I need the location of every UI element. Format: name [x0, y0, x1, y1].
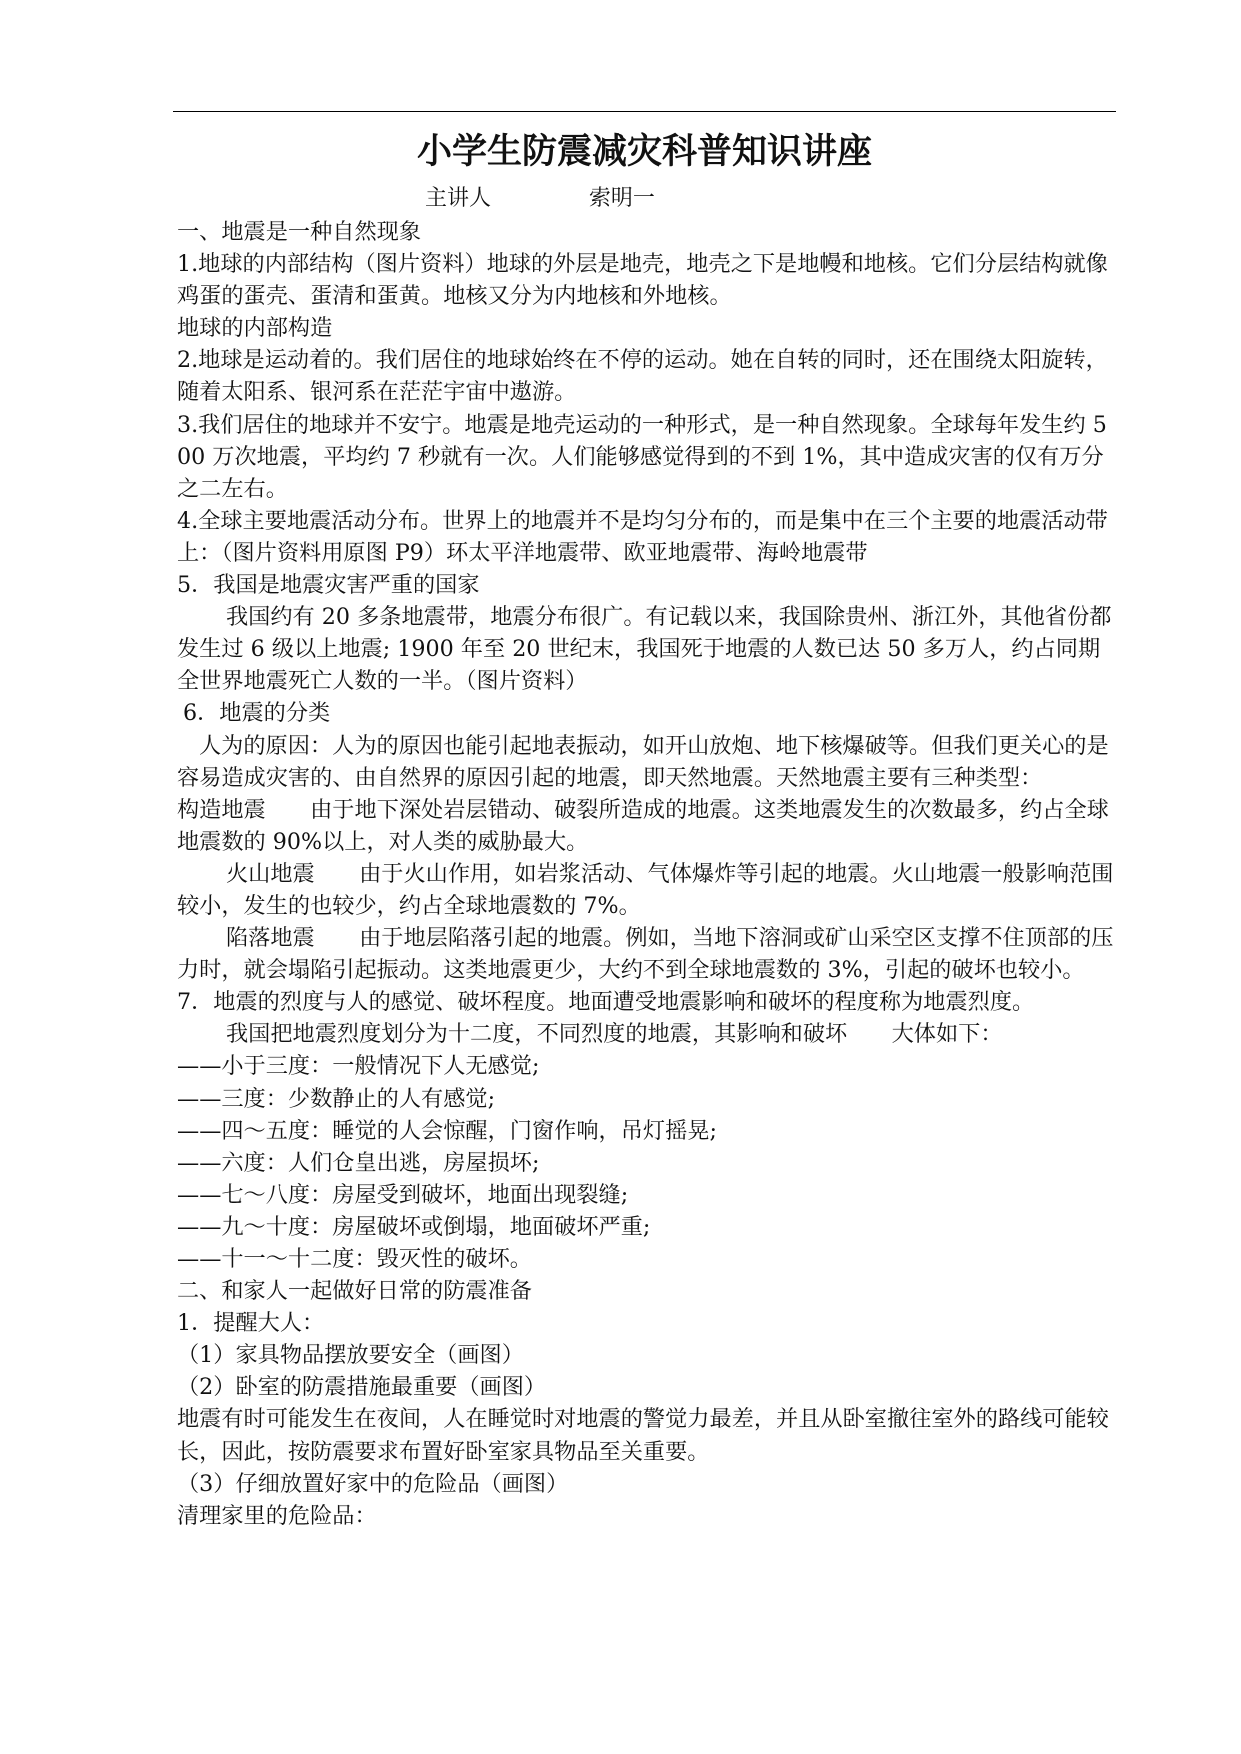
document-body	[177, 216, 1117, 1532]
paragraph: 火山地震 由于火山作用，如岩浆活动、气体爆炸等引起的地震。火山地震一般影响范围较小，发生的也较少，约占全球地震数的 7%。	[177, 860, 1114, 919]
paragraph: 3.我们居住的地球并不安宁。地震是地壳运动的一种形式，是一种自然现象。全球每年发生约 500 万次地震，平均约 7 秒就有一次。人们能够感觉得到的不到 1%，其中造成灾害的仅有万分之二左右。	[177, 411, 1107, 502]
paragraph: （2）卧室的防震措施最重要（画图）	[177, 1374, 547, 1401]
paragraph: 4.全球主要地震活动分布。世界上的地震并不是均匀分布的，而是集中在三个主要的地震活动带上：（图片资料用原图 P9）环太平洋地震带、欧亚地震带、海岭地震带	[177, 507, 1108, 566]
header-rule	[173, 111, 1116, 112]
presenter-line	[425, 183, 655, 215]
paragraph: ——九～十度：房屋破坏或倒塌，地面破坏严重;	[177, 1213, 651, 1240]
paragraph: （3）仔细放置好家中的危险品（画图）	[177, 1470, 569, 1497]
presenter-gap	[491, 186, 589, 211]
paragraph: 7．地震的烈度与人的感觉、破坏程度。地面遭受地震影响和破坏的程度称为地震烈度。	[177, 989, 1035, 1016]
paragraph: ——六度：人们仓皇出逃，房屋损坏;	[177, 1149, 540, 1176]
paragraph: 二、和家人一起做好日常的防震准备	[177, 1278, 532, 1305]
paragraph: 6．地震的分类	[183, 700, 331, 727]
presenter-name: 索明一	[588, 186, 655, 211]
paragraph: ——小于三度：一般情况下人无感觉;	[177, 1053, 540, 1080]
paragraph: 陷落地震 由于地层陷落引起的地震。例如，当地下溶洞或矿山采空区支撑不住顶部的压力时，就会塌陷引起振动。这类地震更少，大约不到全球地震数的 3%，引起的破坏也较小。	[177, 925, 1114, 984]
paragraph: 1．提醒大人：	[177, 1310, 325, 1337]
paragraph: ——七～八度：房屋受到破坏，地面出现裂缝;	[177, 1181, 629, 1208]
paragraph: （1）家具物品摆放要安全（画图）	[177, 1342, 524, 1369]
paragraph: ——三度：少数静止的人有感觉;	[177, 1085, 496, 1112]
paragraph: 2.地球是运动着的。我们居住的地球始终在不停的运动。她在自转的同时，还在围绕太阳旋转，随着太阳系、银河系在茫茫宇宙中遨游。	[177, 347, 1108, 406]
paragraph: 一、地震是一种自然现象	[177, 219, 422, 245]
paragraph: 1.地球的内部结构（图片资料）地球的外层是地壳，地壳之下是地幔和地核。它们分层结构就像鸡蛋的蛋壳、蛋清和蛋黄。地核又分为内地核和外地核。	[177, 251, 1108, 310]
paragraph: 地球的内部构造	[177, 315, 333, 342]
paragraph: 构造地震 由于地下深处岩层错动、破裂所造成的地震。这类地震发生的次数最多，约占全球地震数的 90%以上，对人类的威胁最大。	[177, 796, 1109, 855]
paragraph: 我国约有 20 多条地震带，地震分布很广。有记载以来，我国除贵州、浙江外，其他省份都发生过 6 级以上地震; 1900 年至 20 世纪末，我国死于地震的人数已达 50 多万人，约占同期全世界地震死亡人数的一半。（图片资料）	[177, 604, 1112, 695]
paragraph: 清理家里的危险品：	[177, 1502, 377, 1529]
paragraph: ——十一～十二度：毁灭性的破坏。	[177, 1246, 532, 1272]
paragraph: ——四～五度：睡觉的人会惊醒，门窗作响，吊灯摇晃;	[177, 1117, 717, 1144]
paragraph: 人为的原因：人为的原因也能引起地表振动，如开山放炮、地下核爆破等。但我们更关心的是容易造成灾害的、由自然界的原因引起的地震，即天然地震。天然地震主要有三种类型：	[177, 732, 1109, 791]
paragraph: 地震有时可能发生在夜间，人在睡觉时对地震的警觉力最差，并且从卧室撤往室外的路线可能较长，因此，按防震要求布置好卧室家具物品至关重要。	[177, 1406, 1109, 1465]
paragraph: 5．我国是地震灾害严重的国家	[177, 572, 480, 599]
presenter-label: 主讲人	[425, 186, 492, 211]
paragraph: 我国把地震烈度划分为十二度，不同烈度的地震，其影响和破坏 大体如下：	[226, 1021, 1003, 1048]
document-title: 小学生防震减灾科普知识讲座	[416, 131, 872, 172]
